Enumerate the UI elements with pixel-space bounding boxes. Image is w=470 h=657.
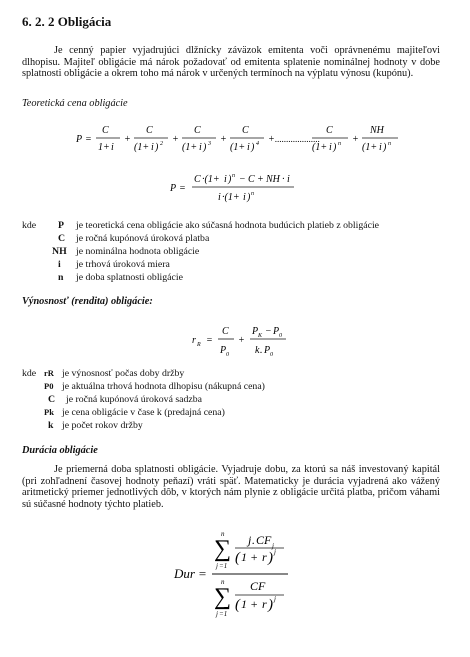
- legend1-kde: kde: [22, 220, 37, 231]
- svg-text:n: n: [338, 141, 341, 147]
- svg-text:C: C: [248, 174, 255, 185]
- svg-text:0: 0: [270, 352, 273, 358]
- legend-symbol: NH: [52, 246, 67, 257]
- svg-text:+: +: [220, 134, 227, 145]
- svg-text:j: j: [274, 548, 276, 556]
- svg-text:=: =: [198, 566, 207, 581]
- svg-text:): ): [268, 597, 273, 613]
- svg-text:i: i: [199, 142, 202, 153]
- svg-text:n: n: [221, 578, 225, 586]
- svg-text:K: K: [258, 333, 263, 339]
- legend-symbol: Pk: [44, 407, 54, 417]
- svg-text:i: i: [243, 192, 246, 203]
- svg-text:r: r: [262, 597, 267, 611]
- svg-text:(1+: (1+: [230, 142, 246, 153]
- svg-text:): ): [383, 142, 387, 153]
- svg-text:P: P: [273, 326, 280, 337]
- price-formula-expanded: [76, 122, 406, 156]
- svg-text:∑: ∑: [214, 536, 232, 562]
- svg-text:): ): [251, 142, 255, 153]
- yield-heading: Výnosnosť (rendita) obligácie:: [22, 296, 153, 307]
- svg-text:=: =: [179, 183, 186, 194]
- legend-symbol: n: [58, 272, 64, 283]
- svg-text:+: +: [172, 134, 179, 145]
- svg-text:j: j: [274, 595, 276, 603]
- svg-text:C: C: [194, 125, 201, 136]
- legend-symbol: rR: [44, 368, 54, 378]
- svg-text:r: r: [262, 550, 267, 564]
- svg-text:): ): [228, 174, 232, 185]
- svg-text:i: i: [247, 142, 250, 153]
- svg-text:+: +: [257, 174, 264, 185]
- theoretical-price-heading: Teoretická cena obligácie: [22, 98, 128, 109]
- svg-text:(: (: [235, 550, 240, 566]
- legend-text: je ročná kupónová úroková platba: [76, 233, 210, 244]
- legend2-row-p0: [44, 381, 265, 392]
- section-heading: 6. 2. 2 Obligácia: [22, 14, 112, 29]
- svg-text:i: i: [379, 142, 382, 153]
- legend-text: je cena obligácie v čase k (predajná cena): [62, 407, 225, 418]
- formula-dots: ....................: [275, 134, 320, 144]
- legend-text: je teoretická cena obligácie ako súčasná hodnota budúcich platieb z obligácie: [76, 220, 380, 231]
- svg-text:=: =: [85, 134, 92, 145]
- svg-text:(1+: (1+: [182, 142, 198, 153]
- legend-text: je počet rokov držby: [62, 420, 143, 431]
- svg-text:n: n: [251, 191, 254, 197]
- legend-symbol: P0: [44, 381, 54, 391]
- legend-text: je doba splatnosti obligácie: [76, 272, 183, 283]
- legend1-row-i: [58, 259, 170, 270]
- svg-text:P: P: [170, 183, 177, 194]
- svg-text:): ): [333, 142, 337, 153]
- svg-text:k: k: [255, 345, 260, 356]
- svg-text:P: P: [220, 345, 227, 356]
- svg-text:n: n: [232, 173, 235, 179]
- svg-text:j: j: [216, 562, 218, 570]
- legend2-row-k: [48, 420, 143, 431]
- svg-text:P: P: [264, 345, 271, 356]
- legend-text: je aktuálna trhová hodnota dlhopisu (nákupná cena): [62, 381, 265, 392]
- legend-symbol: i: [58, 259, 61, 270]
- svg-text:0: 0: [279, 333, 282, 339]
- duration-formula: [172, 524, 322, 624]
- svg-text:j: j: [248, 533, 252, 547]
- svg-text:i: i: [111, 142, 114, 153]
- yield-formula: [190, 320, 300, 360]
- svg-text:n: n: [388, 141, 391, 147]
- legend2-row-c: [48, 394, 202, 405]
- svg-text:r: r: [192, 335, 196, 346]
- svg-text:.: .: [252, 533, 255, 547]
- svg-text:=1: =1: [219, 610, 228, 618]
- legend-text: je výnosnosť počas doby držby: [62, 368, 185, 379]
- legend2-row-pk: [44, 407, 225, 418]
- svg-text:C: C: [222, 326, 229, 337]
- legend-text: je nominálna hodnota obligácie: [76, 246, 200, 257]
- svg-text:0: 0: [226, 352, 229, 358]
- svg-text:C: C: [326, 125, 333, 136]
- svg-text:1+: 1+: [98, 142, 110, 153]
- svg-text:(1+: (1+: [312, 142, 328, 153]
- svg-text:2: 2: [160, 141, 163, 147]
- svg-text:+: +: [352, 134, 359, 145]
- legend1-row-p: [58, 220, 379, 231]
- legend1-row-nh: [52, 246, 199, 257]
- svg-text:1 +: 1 +: [241, 550, 259, 564]
- legend-symbol: k: [48, 420, 54, 431]
- svg-text:i: i: [151, 142, 154, 153]
- svg-text:.: .: [260, 345, 263, 356]
- duration-heading: Durácia obligácie: [22, 445, 98, 456]
- svg-text:Dur: Dur: [174, 566, 195, 581]
- svg-text:CF: CF: [256, 533, 272, 547]
- price-formula-closed: [168, 170, 318, 206]
- svg-text:C: C: [242, 125, 249, 136]
- svg-text:NH: NH: [370, 125, 384, 136]
- svg-text:i: i: [287, 174, 290, 185]
- svg-text:): ): [247, 192, 251, 203]
- svg-text:+: +: [124, 134, 131, 145]
- svg-text:·(1+: ·(1+: [222, 192, 240, 203]
- svg-text:3: 3: [208, 141, 211, 147]
- svg-text:): ): [203, 142, 207, 153]
- legend1-row-n: [58, 272, 183, 283]
- legend-symbol: P: [58, 220, 64, 231]
- svg-text:4: 4: [256, 141, 259, 147]
- legend2-kde: kde: [22, 368, 37, 379]
- legend-text: je ročná kupónová úroková sadzba: [66, 394, 203, 405]
- svg-text:): ): [268, 550, 273, 566]
- svg-text:n: n: [221, 530, 225, 538]
- svg-text:C: C: [194, 174, 201, 185]
- svg-text:P: P: [76, 134, 83, 145]
- legend1-row-c: [58, 233, 209, 244]
- svg-text:): ): [155, 142, 159, 153]
- svg-text:+: +: [238, 335, 245, 346]
- svg-text:i: i: [329, 142, 332, 153]
- legend2-row-rr: [44, 368, 184, 379]
- legend-text: je trhová úroková miera: [76, 259, 170, 270]
- svg-text:−: −: [265, 326, 272, 337]
- svg-text:·(1+: ·(1+: [202, 174, 220, 185]
- svg-text:=: =: [206, 335, 213, 346]
- svg-text:·: ·: [282, 174, 285, 185]
- svg-text:−: −: [239, 174, 246, 185]
- svg-text:j: j: [272, 542, 274, 550]
- svg-text:C: C: [102, 125, 109, 136]
- svg-text:i: i: [224, 174, 227, 185]
- svg-text:j: j: [216, 610, 218, 618]
- legend-symbol: C: [48, 394, 56, 405]
- duration-paragraph: Je priemerná doba splatnosti obligácie. Vyjadruje dobu, za ktorú sa náš investovaný kapitál (pri zohľadnení časovej hodnoty peňazí) vráti späť. Matematicky je durácia vyjadrená ako vážený aritmetický priemer jednotlivých dôb, v ktorých nám plynie z obligácie určitá platba, pričom váhami sú súčasné hodnoty týchto platieb.: [22, 464, 440, 510]
- svg-text:(: (: [235, 597, 240, 613]
- svg-text:NH: NH: [266, 174, 280, 185]
- legend-symbol: C: [58, 233, 66, 244]
- svg-text:CF: CF: [250, 579, 266, 593]
- intro-paragraph: Je cenný papier vyjadrujúci dlžnícky záväzok emitenta voči oprávnenému majiteľovi dlhopisu. Majiteľ obligácie má nárok požadovať od emitenta splatenie nominálnej hodnoty v dobe splatnosti obligácie a okrem toho má nárok v určených termínoch na výplatu výnosu (kupónu).: [22, 45, 440, 80]
- svg-text:∑: ∑: [214, 584, 232, 610]
- svg-text:=1: =1: [219, 562, 228, 570]
- svg-text:(1+: (1+: [134, 142, 150, 153]
- svg-text:+: +: [268, 134, 275, 145]
- svg-text:1 +: 1 +: [241, 597, 259, 611]
- svg-text:(1+: (1+: [362, 142, 378, 153]
- svg-text:P: P: [252, 326, 259, 337]
- svg-text:i: i: [218, 192, 221, 203]
- svg-text:R: R: [197, 342, 201, 348]
- svg-text:C: C: [146, 125, 153, 136]
